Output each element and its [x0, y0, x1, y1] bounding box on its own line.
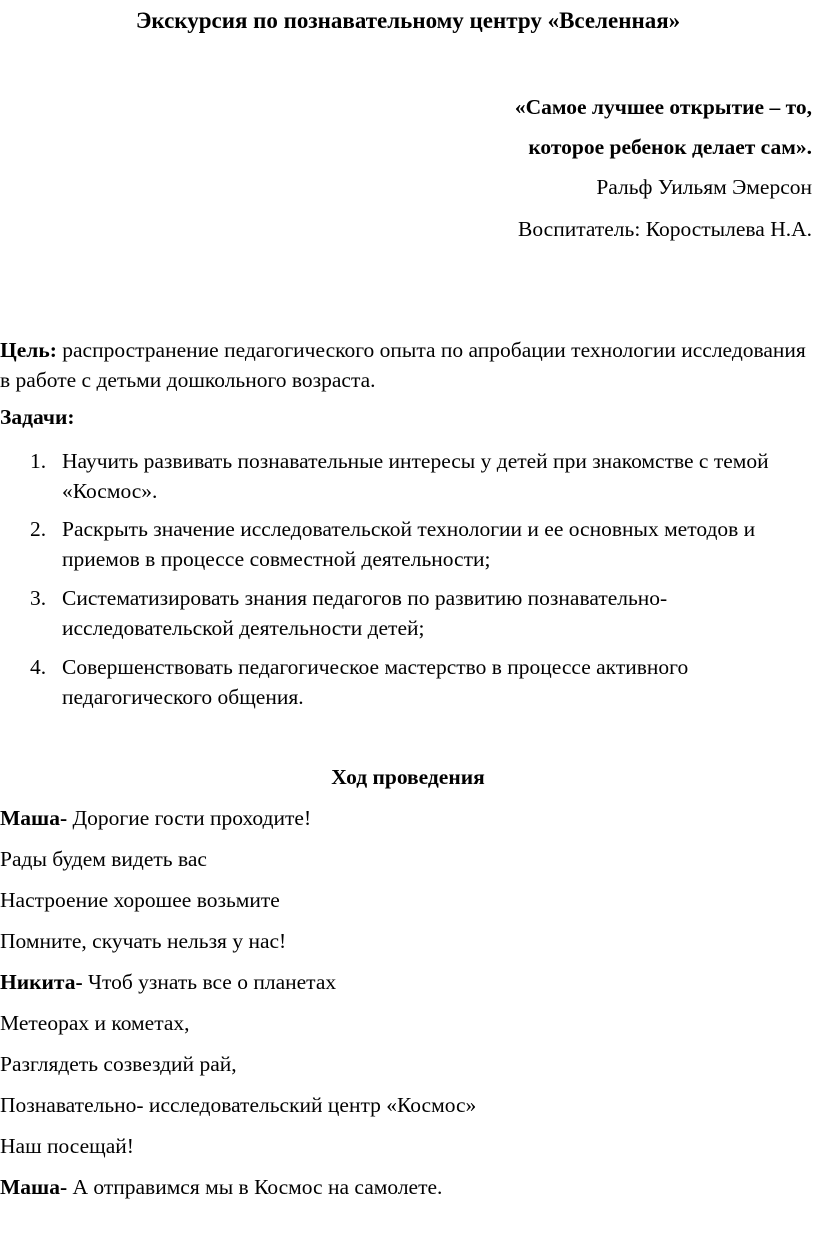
goal-label: Цель: [0, 338, 57, 362]
line-text: Помните, скучать нельзя у нас! [0, 929, 287, 953]
tasks-label: Задачи: [0, 405, 75, 429]
line-text: Метеорах и кометах, [0, 1011, 190, 1035]
line-text: Познавательно- исследовательский центр «Космос» [0, 1093, 477, 1117]
epigraph-line-2: которое ребенок делает сам». [528, 135, 812, 159]
speaker-name: Никита- [0, 970, 83, 994]
task-text: Систематизировать знания педагогов по развитию познавательно-исследовательской деятельности детей; [62, 586, 668, 640]
line-text: Настроение хорошее возьмите [0, 888, 280, 912]
script-line [0, 1008, 190, 1038]
line-text: Наш посещай! [0, 1134, 134, 1158]
epigraph-line-1: «Самое лучшее открытие – то, [514, 95, 812, 119]
page-title: Экскурсия по познавательному центру «Вселенная» [135, 8, 681, 33]
script-line [0, 803, 311, 833]
section-title: Ход проведения [331, 765, 485, 789]
script-line [0, 967, 336, 997]
goal-paragraph [0, 335, 812, 395]
task-text: Научить развивать познавательные интересы у детей при знакомстве с темой «Космос». [62, 449, 769, 503]
task-number: 1. [30, 449, 47, 473]
script-line [0, 1172, 442, 1202]
script-line [0, 1049, 237, 1079]
script-line [0, 1131, 134, 1161]
goal-text: распространение педагогического опыта по апробации технологии исследования в работе с детьми дошкольного возраста. [0, 338, 806, 392]
script-line [0, 1090, 476, 1120]
task-text: Совершенствовать педагогическое мастерство в процессе активного педагогического общения. [62, 655, 689, 709]
speaker-name: Маша- [0, 1175, 68, 1199]
line-text: Дорогие гости проходите! [67, 806, 312, 830]
line-text: Разглядеть созвездий рай, [0, 1052, 237, 1076]
task-number: 3. [30, 586, 47, 610]
line-text: Рады будем видеть вас [0, 847, 207, 871]
teacher-name: Воспитатель: Коростылева Н.А. [518, 217, 812, 241]
task-number: 4. [30, 655, 47, 679]
line-text: А отправимся мы в Космос на самолете. [67, 1175, 443, 1199]
epigraph-author: Ральф Уильям Эмерсон [596, 175, 812, 199]
task-number: 2. [30, 517, 47, 541]
task-text: Раскрыть значение исследовательской технологии и ее основных методов и приемов в процессе совместной деятельности; [62, 517, 756, 571]
line-text: Чтоб узнать все о планетах [82, 970, 337, 994]
script-line [0, 844, 207, 874]
script-line [0, 885, 280, 915]
speaker-name: Маша- [0, 806, 68, 830]
script-line [0, 926, 286, 956]
